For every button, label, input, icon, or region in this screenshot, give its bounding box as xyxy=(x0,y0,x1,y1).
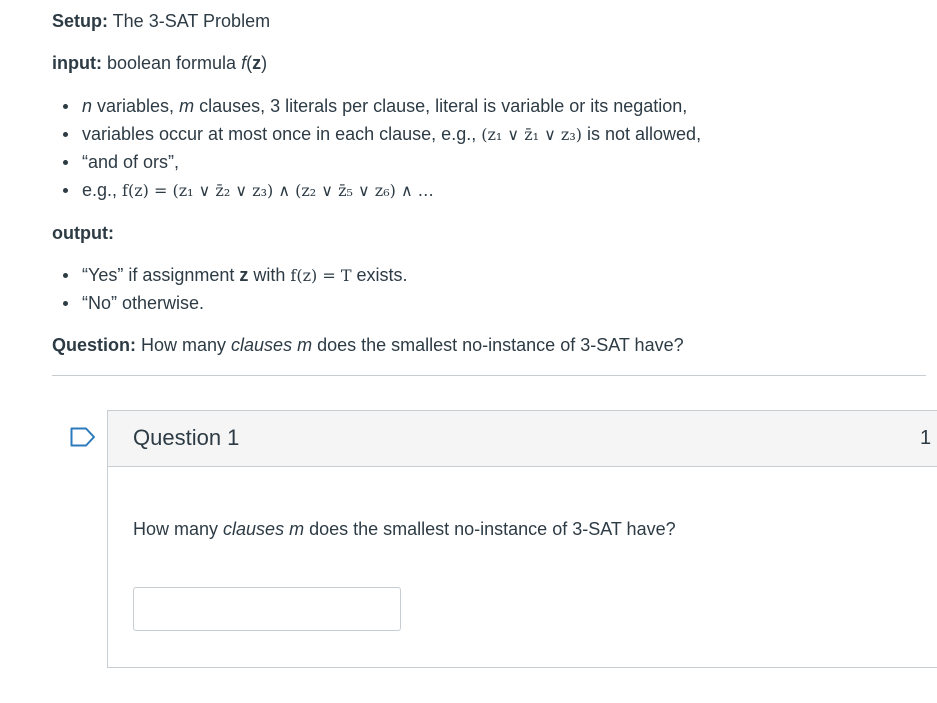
question-label: Question: xyxy=(52,335,136,355)
input-line xyxy=(52,51,267,75)
bullet-bold-z: z xyxy=(239,265,249,285)
input-label: input: xyxy=(52,53,102,73)
bullet-math: f(z) = T xyxy=(290,266,352,285)
bullet-text: e.g., xyxy=(82,180,123,200)
question-text: How many xyxy=(136,335,232,355)
question-card xyxy=(107,410,937,668)
prompt-text: does the smallest no-instance of 3-SAT have? xyxy=(304,519,676,539)
input-paren-close: ) xyxy=(261,53,268,73)
answer-input[interactable] xyxy=(133,587,401,631)
question-header xyxy=(108,411,937,467)
bullet-yes xyxy=(52,263,408,291)
bullet-math: (z₁ ∨ z̄₁ ∨ z₃) xyxy=(481,125,582,144)
bookmark-flag-icon[interactable] xyxy=(70,427,96,447)
input-paren-open: ( xyxy=(246,53,253,73)
question-title: Question 1 xyxy=(133,425,240,450)
bullet-and-of-ors xyxy=(52,150,701,178)
setup-text: The 3-SAT Problem xyxy=(108,11,271,31)
bullet-occurrence xyxy=(52,122,701,150)
output-line xyxy=(52,221,114,245)
question-points: 1 xyxy=(920,427,932,449)
bullet-text: clauses, 3 literals per clause, literal is variable or its negation, xyxy=(194,96,688,116)
bullet-m: m xyxy=(179,96,195,116)
bullet-text: exists. xyxy=(351,265,408,285)
prompt-italic: clauses m xyxy=(223,519,305,539)
bullet-n: n xyxy=(82,96,93,116)
bullet-text: “Yes” if assignment xyxy=(82,265,240,285)
bullet-text: variables occur at most once in each clause, e.g., xyxy=(82,124,482,144)
question-prompt xyxy=(133,517,676,541)
question-italic: clauses m xyxy=(231,335,313,355)
setup-label: Setup: xyxy=(52,11,108,31)
setup-line xyxy=(52,9,270,33)
bullet-text: with xyxy=(248,265,291,285)
prompt-text: How many xyxy=(133,519,224,539)
bullet-text: “and of ors”, xyxy=(82,152,180,172)
bullet-example xyxy=(52,178,701,206)
input-bullets xyxy=(52,94,701,206)
bullet-variables-clauses xyxy=(52,94,701,122)
question-line xyxy=(52,333,684,357)
question-text: does the smallest no-instance of 3-SAT have? xyxy=(312,335,684,355)
output-bullets xyxy=(52,263,408,319)
bullet-text: variables, xyxy=(92,96,180,116)
input-arg: z xyxy=(252,53,262,73)
bullet-text: “No” otherwise. xyxy=(82,293,205,313)
output-label: output: xyxy=(52,223,114,243)
bullet-no xyxy=(52,291,408,319)
bullet-text: is not allowed, xyxy=(582,124,702,144)
section-divider xyxy=(52,375,926,376)
input-func: f xyxy=(241,53,247,73)
input-text: boolean formula xyxy=(101,53,242,73)
bullet-math: f(z) = (z₁ ∨ z̄₂ ∨ z₃) ∧ (z₂ ∨ z̄₅ ∨ z₆) ∧ … xyxy=(122,181,434,200)
